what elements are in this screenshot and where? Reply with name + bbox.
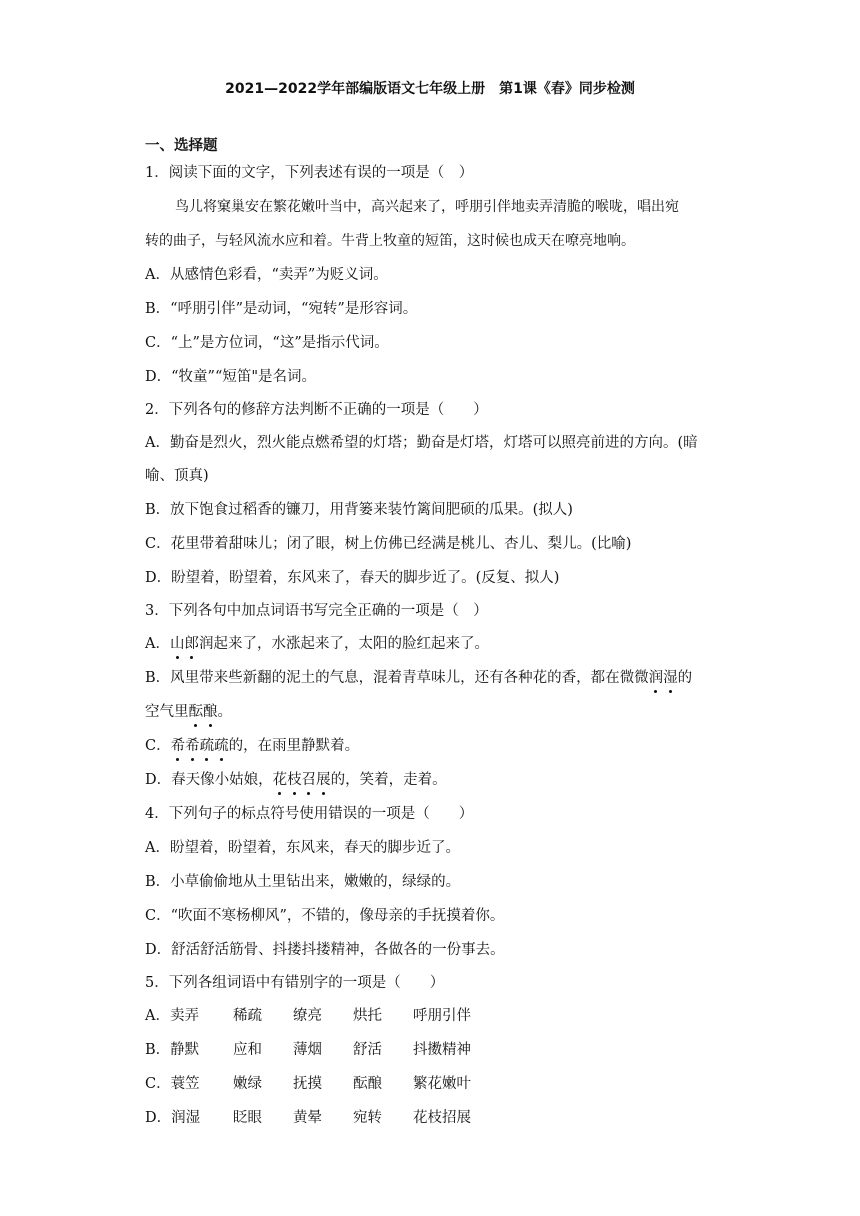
section-heading: 一、选择题 [145,138,218,154]
emphasis-char: 枝 [287,772,302,788]
question-1-passage-line-2: 转的曲子，与轻风流水应和着。牛背上牧童的短笛，这时候也成天在嘹亮地响。 [145,233,635,249]
question-4-option-c: C．“吹面不寒杨柳风”，不错的，像母亲的手抚摸着你。 [145,908,505,924]
question-5-option-d [145,1108,471,1128]
question-2-option-d: D．盼望着，盼望着，东风来了，春天的脚步近了。(反复、拟人) [145,570,560,586]
word: 眨眼 [233,1110,262,1126]
question-4-option-b: B．小草偷偷地从土里钻出来，嫩嫩的，绿绿的。 [145,874,461,890]
question-1-stem: 1．阅读下面的文字，下列表述有误的一项是（ ） [145,165,474,181]
emphasis-char: 疏 [214,738,229,754]
question-4-option-a: A．盼望着，盼望着，东风来，春天的脚步近了。 [145,840,460,856]
question-4-option-d: D．舒活舒活筋骨、抖搂抖搂精神，各做各的一份事去。 [145,942,505,958]
word: 花枝招展 [413,1110,471,1126]
question-2-option-b: B．放下饱食过稻香的镰刀，用背篓来装竹篱间肥硕的瓜果。(拟人) [145,502,573,518]
question-5-stem: 5．下列各组词语中有错别字的一项是（ ） [145,975,445,991]
question-2-option-a: A．勤奋是烈火，烈火能点燃希望的灯塔；勤奋是灯塔，灯塔可以照亮前进的方向。(暗 [145,435,698,451]
question-1-option-d: D．“牧童”“短笛"是名词。 [145,369,317,385]
word: 酝酿 [353,1076,382,1092]
word: 舒活 [353,1042,382,1058]
emphasis-char: 希 [170,738,186,754]
emphasis-char: 疏 [199,738,215,754]
question-3-option-d: D．春天像小姑娘，花枝召展的，笑着，走着。 [145,772,447,788]
word: 稀疏 [233,1008,262,1024]
question-4-stem: 4．下列句子的标点符号使用错误的一项是（ ） [145,806,474,822]
word: 应和 [233,1042,262,1058]
question-2-option-a-continued: 喻、顶真) [145,468,209,484]
question-2-option-c: C．花里带着甜味儿；闭了眼，树上仿佛已经满是桃儿、杏儿、梨儿。(比喻) [145,536,632,552]
question-3-option-b-continued: 空气里酝酿。 [145,704,232,720]
emphasis-char: 酝 [188,704,203,720]
option-label: C．蓑笠 [145,1076,200,1092]
word: 繁花嫩叶 [413,1076,471,1092]
option-label: D．润湿 [145,1110,201,1126]
question-3-stem: 3．下列各句中加点词语书写完全正确的一项是（ ） [145,603,488,619]
question-1-passage-line-1: 鸟儿将窠巢安在繁花嫩叶当中，高兴起来了，呼朋引伴地卖弄清脆的喉咙，唱出宛 [175,199,679,215]
question-3-option-a: A．山郎润起来了，水涨起来了，太阳的脸红起来了。 [145,636,489,652]
question-3-option-b: B．风里带来些新翻的泥土的气息，混着青草味儿，还有各种花的香，都在微微润湿的 [145,670,693,686]
emphasis-char: 花 [272,772,288,788]
question-5-option-b [145,1040,471,1060]
word: 薄烟 [293,1042,322,1058]
word: 呼朋引伴 [413,1008,471,1024]
emphasis-char: 酿 [203,704,218,720]
emphasis-char: 润 [648,670,664,686]
word: 黄晕 [293,1110,322,1126]
question-1-option-c: C．“上”是方位词，“这”是指示代词。 [145,335,389,351]
question-1-option-a: A．从感情色彩看，“卖弄”为贬义词。 [145,267,388,283]
word: 烘托 [353,1008,382,1024]
emphasis-char: 湿 [663,670,678,686]
word: 缭亮 [293,1008,322,1024]
question-2-stem: 2．下列各句的修辞方法判断不正确的一项是（ ） [145,402,488,418]
emphasis-char: 郎 [184,636,199,652]
word: 嫩绿 [233,1076,262,1092]
question-3-option-c: C．希希疏疏的，在雨里静默着。 [145,738,360,754]
document-title: 2021—2022学年部编版语文七年级上册 第1课《春》同步检测 [225,81,635,97]
option-label: A．卖弄 [145,1008,199,1024]
option-label: B．静默 [145,1042,200,1058]
question-5-option-c [145,1074,471,1094]
question-1-option-b: B．“呼朋引伴”是动词，“宛转”是形容词。 [145,301,418,317]
word: 抚摸 [293,1076,322,1092]
word: 宛转 [353,1110,382,1126]
emphasis-char: 山 [169,636,185,652]
emphasis-char: 希 [185,738,200,754]
question-5-option-a [145,1006,471,1026]
emphasis-char: 召 [301,772,317,788]
word: 抖擞精神 [413,1042,471,1058]
emphasis-char: 展 [316,772,331,788]
